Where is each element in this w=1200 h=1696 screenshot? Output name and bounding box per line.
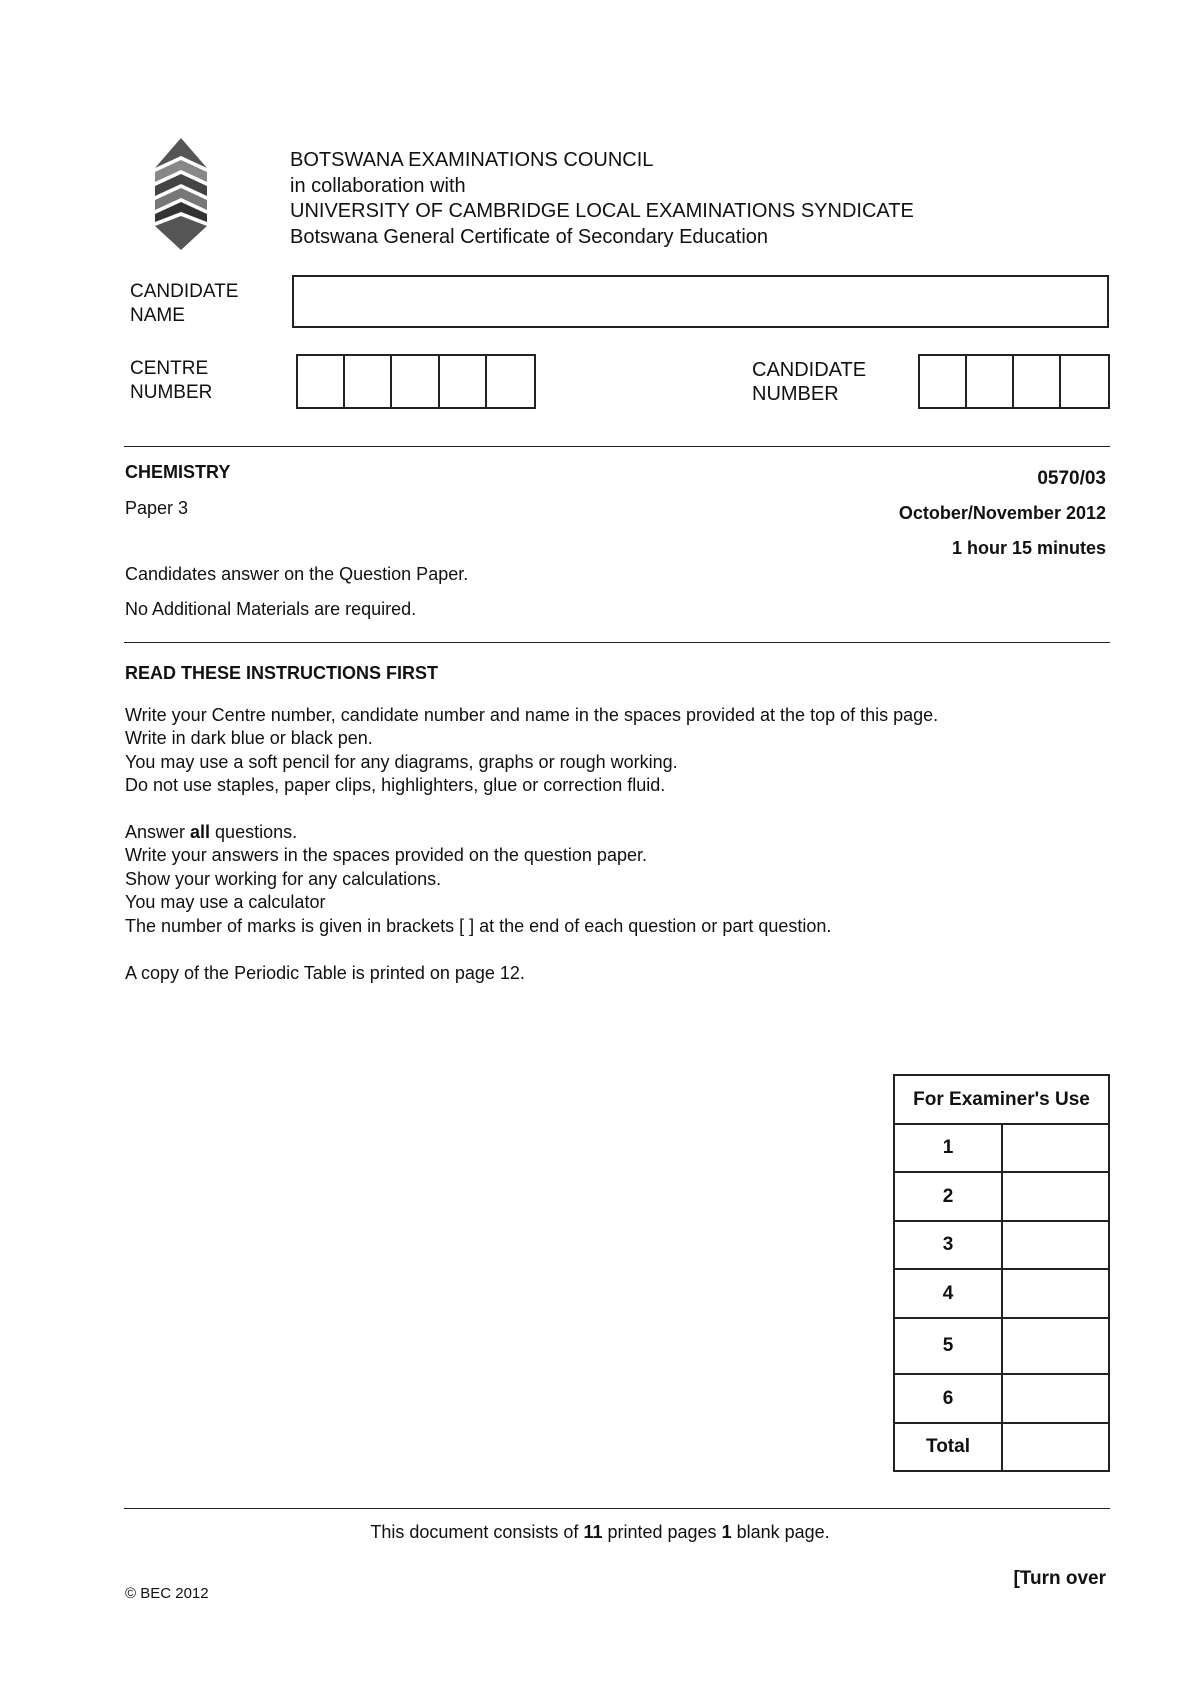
paper-number: Paper 3 — [125, 498, 189, 518]
mark-cell — [1002, 1172, 1109, 1221]
total-label: Total — [894, 1423, 1002, 1471]
bec-logo — [145, 138, 217, 250]
collaboration-text: in collaboration with — [290, 174, 466, 197]
divider — [124, 642, 1110, 643]
total-cell — [1002, 1423, 1109, 1471]
candidate-number-boxes[interactable] — [918, 354, 1110, 409]
candidate-name-field[interactable] — [292, 275, 1109, 328]
materials-text: No Additional Materials are required. — [125, 599, 417, 619]
centre-digit-box[interactable] — [440, 356, 487, 407]
question-number: 6 — [894, 1374, 1002, 1423]
centre-digit-box[interactable] — [392, 356, 439, 407]
examiner-use-table — [893, 1074, 1110, 1472]
candidate-digit-box[interactable] — [1014, 356, 1061, 407]
centre-digit-box[interactable] — [345, 356, 392, 407]
candidate-digit-box[interactable] — [920, 356, 967, 407]
syndicate-title: UNIVERSITY OF CAMBRIDGE LOCAL EXAMINATIONS SYNDICATE — [290, 200, 914, 222]
question-number: 5 — [894, 1318, 1002, 1374]
certificate-title: Botswana General Certificate of Secondary Education — [290, 225, 769, 248]
mark-cell — [1002, 1318, 1109, 1374]
council-title: BOTSWANA EXAMINATIONS COUNCIL — [290, 149, 654, 171]
candidate-digit-box[interactable] — [1061, 356, 1108, 407]
mark-cell — [1002, 1221, 1109, 1269]
instruction-line: Write your Centre number, candidate number and name in the spaces provided at the top of this page. — [125, 705, 939, 725]
candidate-number-label: CANDIDATE NUMBER — [752, 359, 867, 405]
instructions-heading: READ THESE INSTRUCTIONS FIRST — [125, 663, 439, 683]
instruction-line: Write your answers in the spaces provided on the question paper. — [125, 845, 647, 866]
question-number: 4 — [894, 1269, 1002, 1318]
turn-over: [Turn over — [1013, 1568, 1106, 1589]
answer-on-paper-text: Candidates answer on the Question Paper. — [125, 564, 469, 584]
centre-number-boxes[interactable] — [296, 354, 536, 409]
centre-digit-box[interactable] — [298, 356, 345, 407]
question-number: 3 — [894, 1221, 1002, 1269]
instruction-line: You may use a soft pencil for any diagrams, graphs or rough working. — [125, 751, 678, 772]
instruction-line: You may use a calculator — [125, 892, 326, 913]
instruction-line: Write in dark blue or black pen. — [125, 728, 373, 749]
divider — [124, 446, 1110, 447]
question-number: 1 — [894, 1124, 1002, 1172]
instructions-block-1 — [125, 704, 938, 798]
divider — [124, 1508, 1110, 1509]
examiner-table-heading: For Examiner's Use — [894, 1075, 1109, 1124]
header-block — [290, 148, 914, 250]
exam-duration: 1 hour 15 minutes — [951, 538, 1106, 558]
centre-number-label: CENTRE NUMBER — [130, 358, 213, 403]
mark-cell — [1002, 1374, 1109, 1423]
periodic-table-note: A copy of the Periodic Table is printed on page 12. — [125, 963, 525, 983]
copyright: © BEC 2012 — [125, 1585, 209, 1602]
mark-cell — [1002, 1124, 1109, 1172]
centre-digit-box[interactable] — [487, 356, 534, 407]
paper-code: 0570/03 — [1037, 468, 1106, 489]
instruction-line: Show your working for any calculations. — [125, 868, 442, 889]
exam-session: October/November 2012 — [898, 503, 1106, 523]
page-count-text: This document consists of 11 printed pages 1 blank page. — [370, 1522, 830, 1542]
instruction-line: The number of marks is given in brackets [ ] at the end of each question or part question. — [125, 915, 832, 936]
candidate-name-label: CANDIDATE NAME — [130, 281, 239, 326]
answer-all-line: Answer all questions. — [125, 822, 298, 842]
mark-cell — [1002, 1269, 1109, 1318]
candidate-digit-box[interactable] — [967, 356, 1014, 407]
subject-title: CHEMISTRY — [125, 462, 231, 482]
question-number: 2 — [894, 1172, 1002, 1221]
instructions-block-2 — [125, 821, 831, 938]
instruction-line: Do not use staples, paper clips, highlighters, glue or correction fluid. — [125, 775, 666, 796]
